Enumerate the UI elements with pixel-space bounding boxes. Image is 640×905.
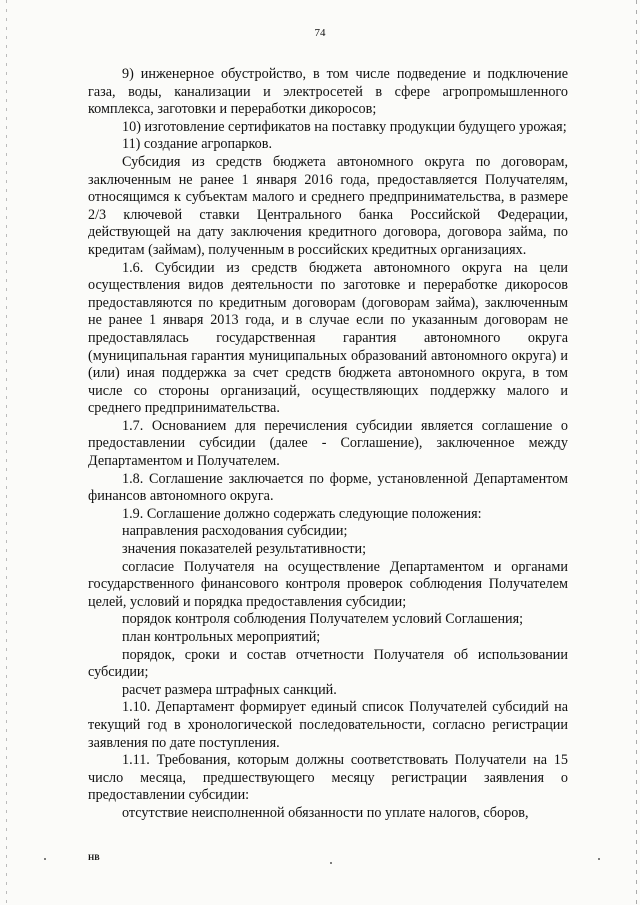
paragraph: порядок контроля соблюдения Получателем условий Соглашения; (122, 611, 524, 628)
paragraph: расчет размера штрафных санкций. (122, 681, 337, 698)
scan-speck (44, 858, 46, 860)
paragraph: план контрольных мероприятий; (122, 629, 321, 645)
paragraph: 1.8. Соглашение заключается по форме, установленной Департаментом финансов автономного округа. (88, 470, 568, 505)
scan-edge-left (6, 0, 7, 905)
paragraph: 1.9. Соглашение должно содержать следующие положения: (122, 505, 482, 522)
scan-edge-right (636, 0, 637, 905)
paragraph: 9) инженерное обустройство, в том числе подведение и подключение газа, воды, канализации и электросетей в сфере агропромышленного комплекса, заготовки и переработки дикоросов; (88, 66, 568, 118)
paragraph: отсутствие неисполненной обязанности по уплате налогов, сборов, (122, 804, 529, 821)
scan-speck (598, 858, 600, 860)
paragraph: согласие Получателя на осуществление Департаментом и органами государственного финансового контроля проверок соблюдения Получателем целей, условий и порядка предоставления субсидии; (88, 558, 568, 610)
page-number: 74 (314, 27, 326, 39)
paragraph: 11) создание агропарков. (122, 136, 273, 153)
paragraph: 1.11. Требования, которым должны соответствовать Получатели на 15 число месяца, предшествующего месяцу регистрации заявления о предоставлении субсидии: (88, 752, 568, 804)
paragraph: 1.10. Департамент формирует единый список Получателей субсидий на текущий год в хронологической последовательности, согласно регистрации заявления по дате поступления. (88, 699, 568, 751)
scan-speck (330, 862, 332, 864)
paragraph: 10) изготовление сертификатов на поставку продукции будущего урожая; (122, 118, 567, 135)
paragraph: значения показателей результативности; (122, 541, 367, 558)
paragraph: 1.7. Основанием для перечисления субсидии является соглашение о предоставлении субсидии (далее - Соглашение), заключенное между Департаментом и Получателем. (88, 417, 568, 470)
footer-mark: НВ (88, 853, 100, 862)
paragraph: порядок, сроки и состав отчетности Получателя об использовании субсидии; (88, 646, 568, 681)
paragraph: направления расходования субсидии; (122, 523, 348, 540)
paragraph: 1.6. Субсидии из средств бюджета автономного округа на цели осуществления видов деятельности по заготовке и переработке дикоросов предоставляются по кредитным договорам (договорам займа), заключенным не ранее 1 января 2013 года, и в случае если по указанным договорам не предоставлялась государственная гарантия автономного округа (муниципальная гарантия муниципальных образований автономного округа) и (или) иная поддержка за счет средств бюджета автономного округа, в том числе со стороны организаций, осуществляющих поддержку малого и среднего предпринимательства. (88, 259, 568, 417)
paragraph: Субсидия из средств бюджета автономного округа по договорам, заключенным не ранее 1 января 2016 года, предоставляется Получателям, относящимся к субъектам малого и среднего предпринимательства, в размере 2/3 ключевой ставки Центрального банка Российской Федерации, действующей на дату заключения кредитного договора, договора займа, по кредитам (займам), полученным в российских кредитных организациях. (88, 153, 568, 258)
document-body (88, 66, 568, 823)
